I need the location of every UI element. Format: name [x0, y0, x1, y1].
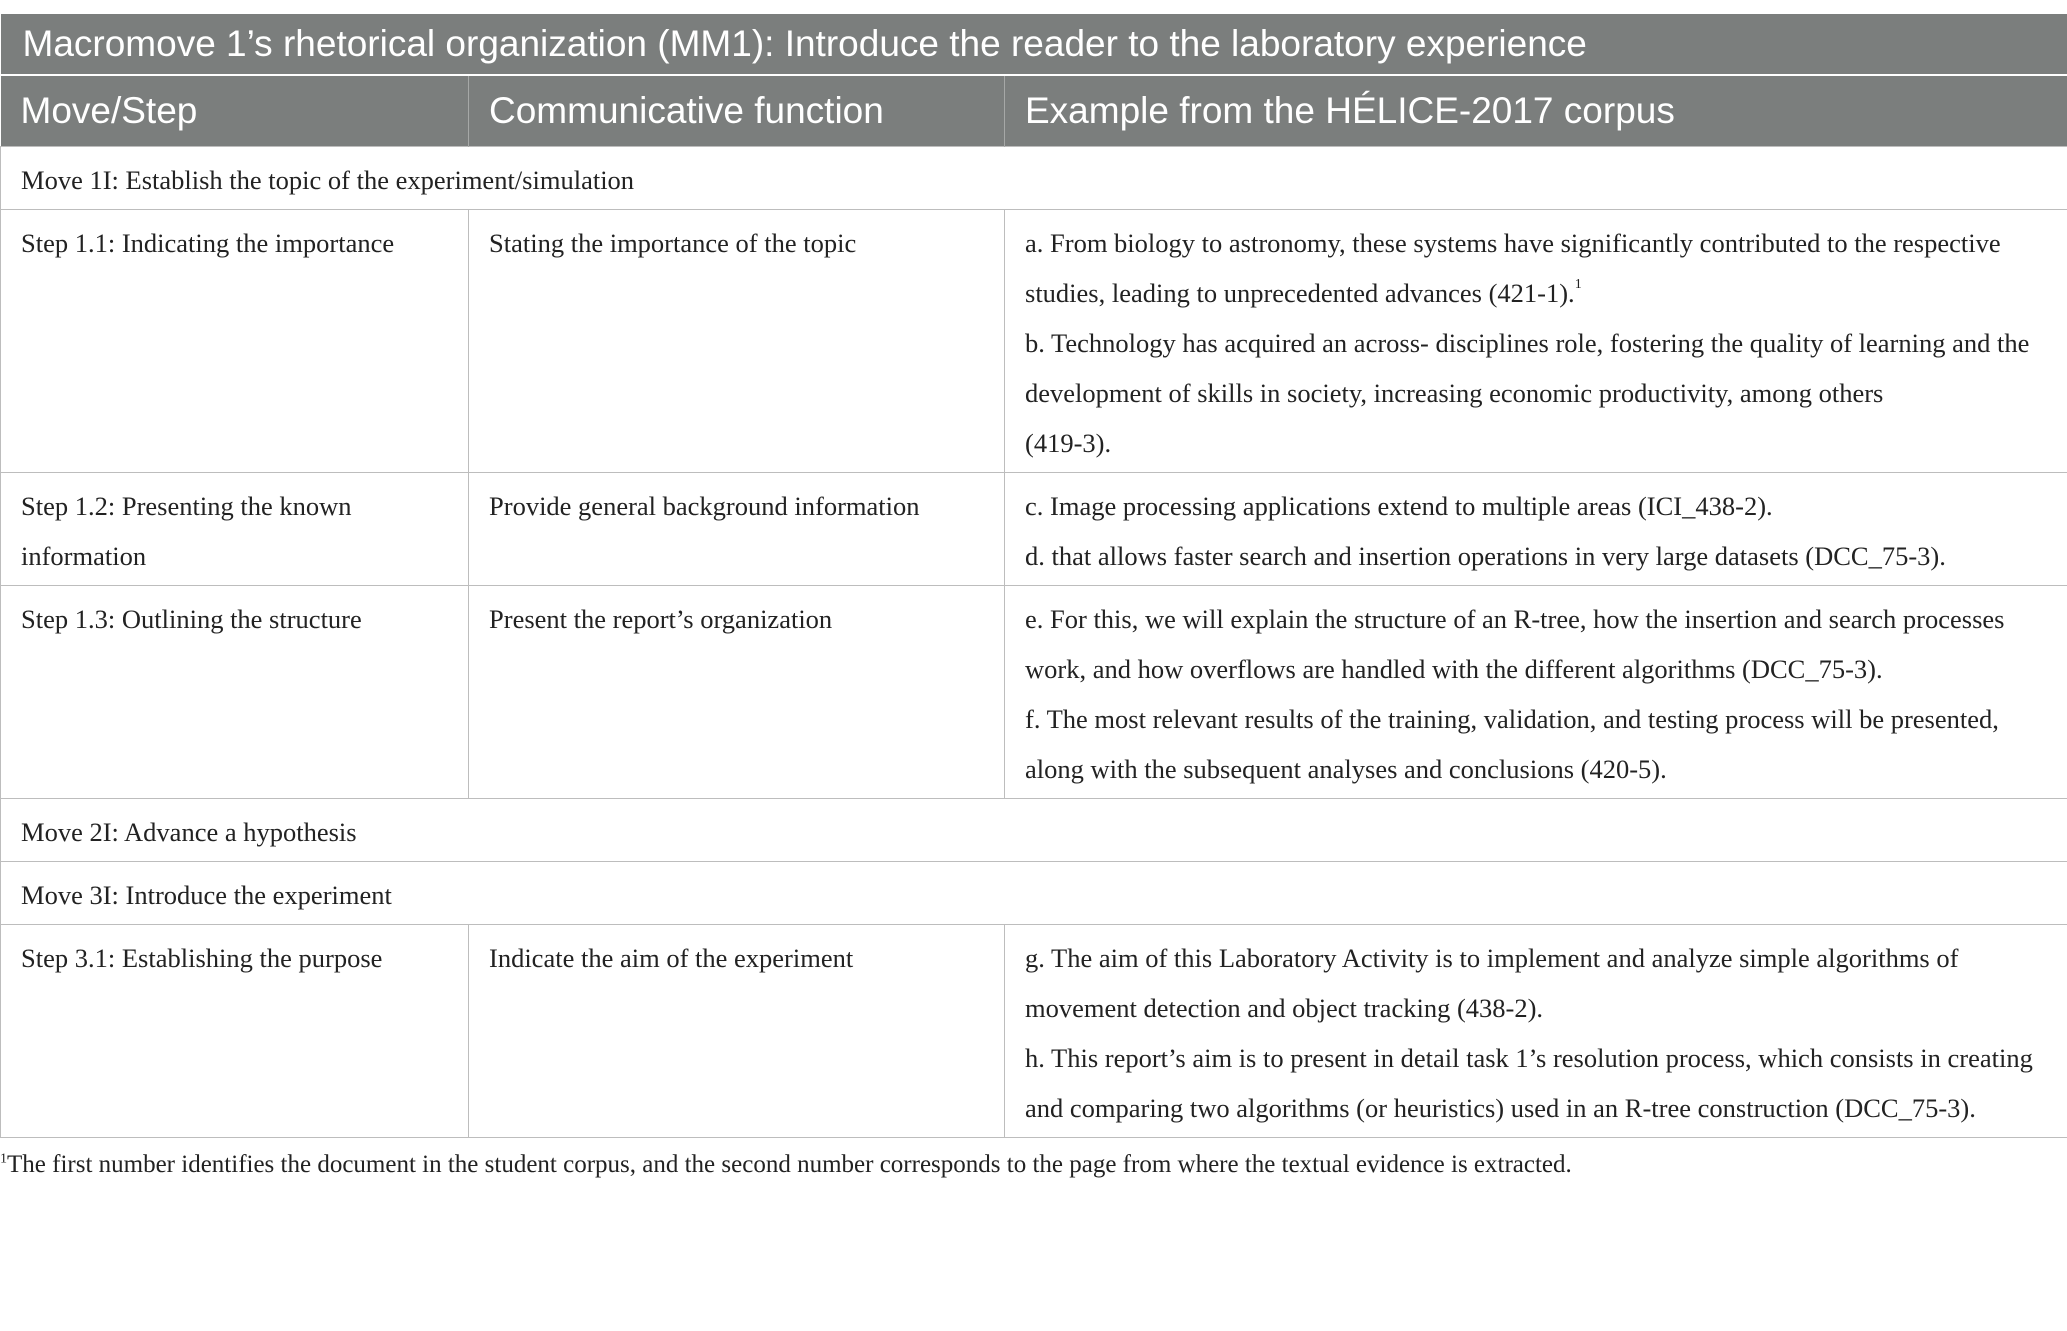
step-row: [1, 210, 2067, 473]
move-label: Move 3I: Introduce the experiment: [1, 862, 2067, 925]
table-footnote: [0, 1138, 2067, 1182]
rhetorical-organization-table: [0, 14, 2067, 1138]
footnote-marker: 1: [1574, 277, 1582, 293]
example-text: a. From biology to astronomy, these systems have significantly contributed to the respective studies, leading to unprecedented advances (421-1).$^1$: [1025, 228, 2001, 308]
step-examples: [1005, 473, 2067, 586]
move-row: [1, 862, 2067, 925]
step-row: [1, 586, 2067, 799]
footnote-text: The first number identifies the document in the student corpus, and the second number corresponds to the page from where the textual evidence is extracted.: [7, 1151, 1572, 1178]
move-label: Move 2I: Advance a hypothesis: [1, 799, 2067, 862]
footnote-marker: 1: [0, 1151, 7, 1167]
example-text: b. Technology has acquired an across- disciplines role, fostering the quality of learning and the development of skills in society, increasing economic productivity, among others: [1025, 328, 2030, 408]
step-examples: [1005, 210, 2067, 473]
example-text: c. Image processing applications extend to multiple areas (ICI_438-2).: [1025, 491, 1773, 521]
example-text: (419-3).: [1025, 428, 1112, 458]
move-row: [1, 799, 2067, 862]
step-examples: [1005, 925, 2067, 1138]
column-header-communicative-function: Communicative function: [469, 75, 1005, 147]
step-label: Step 3.1: Establishing the purpose: [1, 925, 469, 1138]
example-text: e. For this, we will explain the structure of an R-tree, how the insertion and search processes work, and how overflows are handled with the different algorithms (DCC_75-3).: [1025, 604, 2005, 684]
step-label: Step 1.2: Presenting the known information: [1, 473, 469, 586]
step-row: [1, 925, 2067, 1138]
example-text: g. The aim of this Laboratory Activity is to implement and analyze simple algorithms of movement detection and object tracking (438-2).: [1025, 943, 1959, 1023]
example-text: f. The most relevant results of the training, validation, and testing process will be presented, along with the subsequent analyses and conclusions (420-5).: [1025, 704, 1999, 784]
table-header-row: [1, 75, 2067, 147]
table-title-row: [1, 14, 2067, 75]
move-row: [1, 147, 2067, 210]
step-examples: [1005, 586, 2067, 799]
column-header-move-step: Move/Step: [1, 75, 469, 147]
column-header-example: Example from the HÉLICE-2017 corpus: [1005, 75, 2067, 147]
example-text: d. that allows faster search and insertion operations in very large datasets (DCC_75-3).: [1025, 541, 1946, 571]
step-function: Provide general background information: [469, 473, 1005, 586]
step-function: Indicate the aim of the experiment: [469, 925, 1005, 1138]
step-label: Step 1.1: Indicating the importance: [1, 210, 469, 473]
table-title: Macromove 1’s rhetorical organization (MM1): Introduce the reader to the laboratory experience: [1, 14, 2067, 75]
move-label: Move 1I: Establish the topic of the experiment/simulation: [1, 147, 2067, 210]
step-row: [1, 473, 2067, 586]
step-function: Present the report’s organization: [469, 586, 1005, 799]
example-text: h. This report’s aim is to present in detail task 1’s resolution process, which consists in creating and comparing two algorithms (or heuristics) used in an R-tree construction (DCC_75-3).: [1025, 1043, 2033, 1123]
step-label: Step 1.3: Outlining the structure: [1, 586, 469, 799]
step-function: Stating the importance of the topic: [469, 210, 1005, 473]
